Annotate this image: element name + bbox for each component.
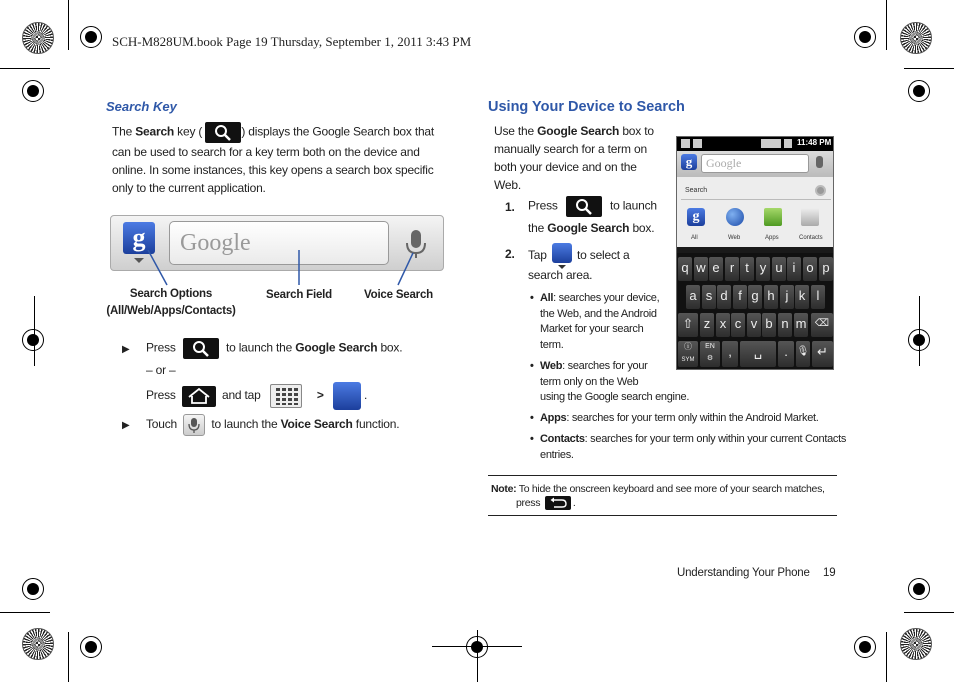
backspace-key[interactable]: ⌫ [811, 313, 833, 337]
bullet-all: • All: searches your device, the Web, and the Android Market for your search term. [530, 292, 660, 351]
app-apps-icon[interactable] [764, 208, 782, 226]
step-touch-voice: Touch to launch the Voice Search function. [146, 414, 399, 436]
section-title-using-device-to-search: Using Your Device to Search [488, 99, 685, 115]
signal-icon [761, 139, 781, 148]
label-search-options: Search Options (All/Web/Apps/Contacts) [106, 288, 236, 317]
phone-divider [681, 199, 831, 200]
phone-screenshot [676, 136, 834, 370]
note-label: Note: [491, 483, 517, 495]
bullet-apps: • Apps: searches for your term only within the Android Market. [530, 412, 819, 424]
microphone-icon[interactable] [816, 156, 823, 168]
status-notification-icon [681, 139, 690, 148]
crop-line [904, 68, 954, 69]
crop-line [0, 612, 50, 613]
callout-lines [110, 250, 444, 290]
section-title-search-key: Search Key [106, 99, 177, 114]
registration-sunburst-bottom-right [900, 628, 932, 660]
search-options-google-icon[interactable]: g [681, 154, 697, 170]
status-bar [677, 137, 834, 151]
google-placeholder: Google [180, 230, 251, 256]
microphone-key-icon [183, 414, 205, 436]
keyboard-key[interactable]: z [700, 313, 714, 337]
shift-key[interactable]: ⇧ [678, 313, 698, 337]
step-press-home: Press and tap > . [146, 382, 367, 410]
registration-target-top-1 [80, 26, 102, 48]
label-voice-search: Voice Search [364, 289, 433, 301]
step-press-search: Press to launch the Google Search box. [146, 338, 402, 359]
keyboard-key[interactable]: j [780, 285, 794, 309]
keyboard-key[interactable]: h [764, 285, 778, 309]
keyboard-key[interactable]: v [747, 313, 761, 337]
registration-target-bottom-1 [80, 636, 102, 658]
search-key-icon [183, 338, 219, 359]
note-text: To hide the onscreen keyboard and see more of your search matches, [516, 483, 825, 495]
keyboard-key[interactable]: r [725, 257, 739, 281]
keyboard-key[interactable]: x [716, 313, 730, 337]
step-number-1: 1. [505, 200, 515, 214]
step-2-line2: search area. [528, 268, 593, 282]
registration-sunburst-top-left [22, 22, 54, 54]
crop-line [68, 0, 69, 50]
step-2-line1: Tap to select a [528, 243, 630, 269]
registration-target-top-2 [854, 26, 876, 48]
keyboard-key[interactable]: d [717, 285, 731, 309]
phone-keyboard [677, 253, 834, 370]
crop-line [886, 0, 887, 50]
print-header: SCH-M828UM.book Page 19 Thursday, September 1, 2011 3:43 PM [112, 34, 472, 49]
microphone-icon[interactable]: 🎙 [796, 341, 810, 367]
step-1-line2: the Google Search box. [528, 221, 655, 235]
crop-line [886, 632, 887, 682]
registration-sunburst-bottom-left [22, 628, 54, 660]
keyboard-key[interactable]: t [740, 257, 754, 281]
note-box: Note: To hide the onscreen keyboard and see more of your search matches, press . [488, 475, 837, 516]
app-all-icon[interactable]: g [687, 208, 705, 226]
step-1-line1: Press to launch [528, 196, 657, 217]
keyboard-key[interactable]: y [756, 257, 770, 281]
phone-search-panel: g Google Search g All Web Apps Contacts [677, 151, 834, 247]
keyboard-key[interactable]: , [722, 341, 738, 367]
google-search-app-icon [333, 382, 361, 410]
home-key-icon [182, 386, 216, 407]
keyboard-key[interactable]: q [678, 257, 692, 281]
or-separator: – or – [146, 363, 176, 377]
app-web-icon[interactable] [726, 208, 744, 226]
search-key-icon [205, 122, 241, 143]
registration-sunburst-top-right [900, 22, 932, 54]
registration-target-right-1 [908, 80, 930, 102]
footer-page-number: 19 [823, 567, 836, 579]
space-key[interactable]: ␣ [740, 341, 776, 367]
back-key-icon [545, 496, 571, 510]
crop-line [477, 630, 478, 682]
phone-search-field[interactable]: Google [701, 154, 809, 173]
step-number-2: 2. [505, 247, 515, 261]
keyboard-key[interactable]: w [694, 257, 708, 281]
step-bullet-arrow: ▶ [122, 344, 130, 355]
search-key-icon [566, 196, 602, 217]
app-contacts-icon[interactable] [801, 208, 819, 226]
footer-chapter: Understanding Your Phone [677, 567, 810, 579]
keyboard-key[interactable]: s [702, 285, 716, 309]
step-bullet-arrow: ▶ [122, 420, 130, 431]
search-options-google-icon[interactable]: g [123, 222, 155, 254]
phone-search-label: Search [685, 187, 708, 194]
enter-key[interactable]: ↵ [812, 341, 833, 367]
battery-icon [784, 139, 792, 148]
crop-line [34, 296, 35, 366]
keyboard-key[interactable]: n [778, 313, 792, 337]
info-key[interactable]: ⓘ SYM [678, 341, 698, 367]
bullet-web: • Web: searches for your term only on the Web using the Google search engine. [530, 360, 690, 403]
registration-target-bottom-3 [854, 636, 876, 658]
intro-paragraph: Use the Google Search box to manually search for a term on both your device and on the Web. [494, 124, 654, 192]
registration-target-left-2 [22, 329, 44, 351]
registration-target-left-3 [22, 578, 44, 600]
language-key[interactable]: EN ⚙ [700, 341, 720, 367]
crop-line [919, 296, 920, 366]
crop-line [0, 68, 50, 69]
keyboard-key[interactable]: c [731, 313, 745, 337]
keyboard-key[interactable]: f [733, 285, 747, 309]
bullet-contacts: • Contacts: searches for your term only within your current Contacts entries. [530, 433, 847, 461]
keyboard-key[interactable]: m [794, 313, 808, 337]
keyboard-key[interactable]: b [762, 313, 776, 337]
keyboard-key[interactable]: i [787, 257, 801, 281]
app-grid-icon [270, 384, 302, 408]
keyboard-key[interactable]: a [686, 285, 700, 309]
registration-target-right-3 [908, 578, 930, 600]
keyboard-key[interactable]: . [778, 341, 794, 367]
crop-line [68, 632, 69, 682]
keyboard-key[interactable]: p [819, 257, 833, 281]
keyboard-key[interactable]: o [803, 257, 817, 281]
keyboard-key[interactable]: e [709, 257, 723, 281]
status-usb-icon [693, 139, 702, 148]
keyboard-key[interactable]: u [772, 257, 786, 281]
keyboard-key[interactable]: g [748, 285, 762, 309]
crop-line [904, 612, 954, 613]
registration-target-left-1 [22, 80, 44, 102]
label-search-field: Search Field [266, 289, 332, 301]
gear-icon[interactable] [815, 185, 826, 196]
search-key-paragraph: The Search key ( ) displays the Google Search box that can be used to search for a key term both on the device and online. In some instances, this key opens a search box specific only to the current application. [112, 122, 457, 197]
keyboard-key[interactable]: k [795, 285, 809, 309]
status-time: 11:48 PM [797, 138, 832, 147]
keyboard-key[interactable]: l [811, 285, 825, 309]
